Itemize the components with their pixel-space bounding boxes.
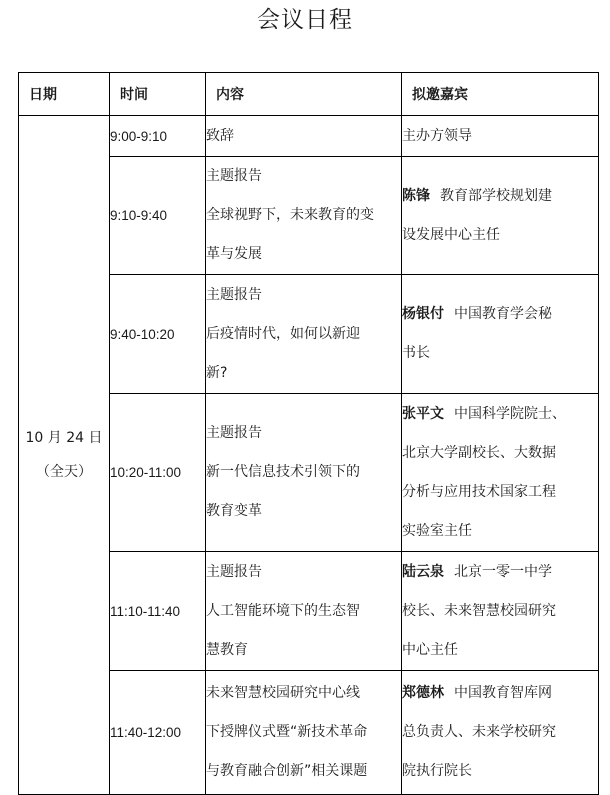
guest-line: 分析与应用技术国家工程 bbox=[402, 483, 556, 500]
time-cell: 9:00-9:10 bbox=[110, 116, 206, 157]
time-cell: 9:40-10:20 bbox=[110, 275, 206, 394]
content-cell bbox=[206, 157, 402, 275]
table-header-row bbox=[19, 73, 599, 116]
guest-line: 中国教育学会秘 bbox=[454, 306, 552, 322]
schedule-table bbox=[18, 72, 599, 795]
guest-line: 北京一零一中学 bbox=[454, 563, 552, 580]
guest-line: 书长 bbox=[402, 345, 430, 361]
content-line: 下授牌仪式暨“新技术革命 bbox=[206, 724, 368, 740]
header-content: 内容 bbox=[206, 73, 402, 116]
content-line: 教育变革 bbox=[206, 503, 262, 519]
page-title: 会议日程 bbox=[257, 7, 353, 33]
content-line: 主题报告 bbox=[206, 563, 262, 580]
content-line: 慧教育 bbox=[206, 641, 248, 658]
guest-line: 教育部学校规划建 bbox=[440, 187, 552, 204]
content-line: 新一代信息技术引领下的 bbox=[206, 464, 360, 480]
guest-line: 主办方领导 bbox=[402, 127, 472, 144]
content-cell bbox=[206, 116, 402, 157]
guest-line: 院执行院长 bbox=[402, 763, 472, 779]
time-cell: 9:10-9:40 bbox=[110, 157, 206, 275]
date-note: （全天） bbox=[36, 464, 92, 480]
time-cell: 10:20-11:00 bbox=[110, 394, 206, 552]
content-line: 新? bbox=[206, 364, 228, 381]
guest-line: 实验室主任 bbox=[402, 522, 472, 539]
guest-cell bbox=[402, 275, 599, 394]
time-cell: 11:40-12:00 bbox=[110, 671, 206, 795]
content-line: 全球视野下，未来教育的变 bbox=[206, 207, 374, 223]
guest-name: 陆云泉 bbox=[402, 563, 444, 580]
date-cell bbox=[19, 116, 110, 795]
content-line: 主题报告 bbox=[206, 425, 262, 441]
header-date: 日期 bbox=[19, 73, 110, 116]
guest-line: 中国科学院院士、 bbox=[454, 405, 566, 422]
guest-line: 北京大学副校长、大数据 bbox=[402, 444, 556, 461]
guest-line: 中心主任 bbox=[402, 641, 458, 658]
content-line: 主题报告 bbox=[206, 286, 262, 303]
content-cell bbox=[206, 275, 402, 394]
guest-cell bbox=[402, 116, 599, 157]
guest-cell bbox=[402, 671, 599, 795]
guest-cell bbox=[402, 157, 599, 275]
guest-line: 中国教育智库网 bbox=[454, 685, 552, 701]
time-cell: 11:10-11:40 bbox=[110, 552, 206, 671]
guest-name: 陈锋 bbox=[402, 187, 430, 204]
content-line: 未来智慧校园研究中心线 bbox=[206, 685, 360, 701]
header-time: 时间 bbox=[110, 73, 206, 116]
content-cell bbox=[206, 671, 402, 795]
guest-line: 设发展中心主任 bbox=[402, 226, 500, 243]
guest-cell bbox=[402, 394, 599, 552]
table-row bbox=[19, 116, 599, 157]
guest-cell bbox=[402, 552, 599, 671]
content-line: 人工智能环境下的生态智 bbox=[206, 602, 360, 619]
guest-name: 郑德林 bbox=[402, 685, 444, 701]
content-cell bbox=[206, 552, 402, 671]
guest-line: 校长、未来智慧校园研究 bbox=[402, 602, 556, 619]
content-line: 革与发展 bbox=[206, 246, 262, 262]
guest-name: 张平文 bbox=[402, 405, 444, 422]
header-guest: 拟邀嘉宾 bbox=[402, 73, 599, 116]
guest-line: 总负责人、未来学校研究 bbox=[402, 724, 556, 740]
content-line: 致辞 bbox=[206, 127, 234, 144]
date-day: 10 月 24 日 bbox=[25, 430, 103, 446]
content-line: 与教育融合创新”相关课题 bbox=[206, 763, 368, 779]
content-line: 后疫情时代，如何以新迎 bbox=[206, 325, 360, 342]
content-cell bbox=[206, 394, 402, 552]
content-line: 主题报告 bbox=[206, 168, 262, 184]
guest-name: 杨银付 bbox=[402, 306, 444, 322]
